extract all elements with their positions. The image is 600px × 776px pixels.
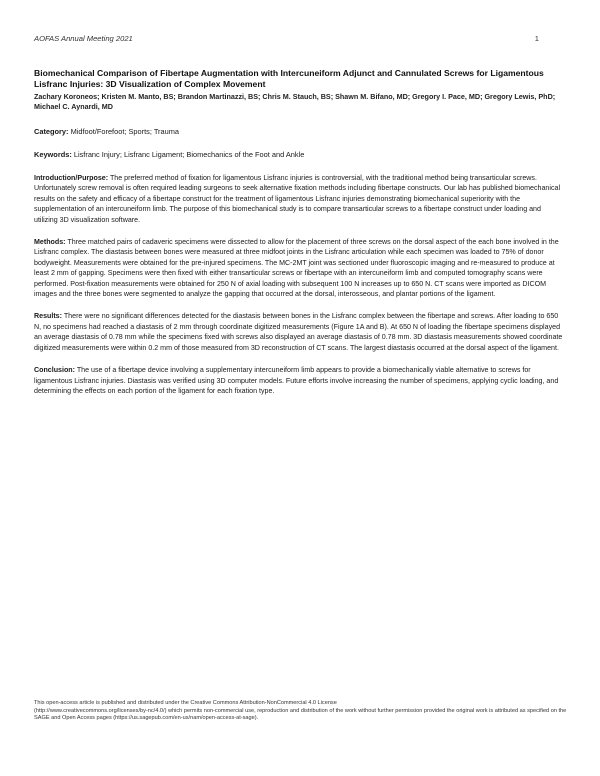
keywords-line: [34, 150, 566, 160]
methods-label: Methods:: [34, 238, 66, 247]
introduction-section: [34, 173, 566, 225]
author-list: Zachary Koroneos; Kristen M. Manto, BS; Brandon Martinazzi, BS; Chris M. Stauch, BS; Shawn M. Bifano, MD; Gregory I. Pace, MD; Gregory Lewis, PhD; Michael C. Aynardi, MD: [34, 91, 556, 111]
license-line-1: This open-access article is published and distributed under the Creative Commons Attribution-NonCommercial 4.0 License: [34, 700, 337, 706]
article-body: [34, 68, 566, 396]
methods-text: Three matched pairs of cadaveric specimens were dissected to allow for the placement of three screws on the dorsal aspect of the each bone involved in the Lisfranc complex. The diastasis between bones were measured at three midfoot joints in the Lisfranc articulation while each specimen was loaded to 75% of donor bodyweight. Measurements were obtained for the pre-injured specimens. The MC-2MT joint was sectioned under fluoroscopic imaging and re-measured to produce at least 2 mm of gapping. Specimens were then fixed with either transarticular screws or fibertape with an intercuneiform limb and computed tomography scans were performed. Post-fixation measurements were obtained for 250 N of axial loading with subsequent 100 N increases up to 650 N. CT scans were imported as DICOM images and the three bones were segmented to analyze the gapping that occurred at the dorsal, interosseous, and plantar portions of the ligament.: [34, 238, 559, 299]
keywords-text: Lisfranc Injury; Lisfranc Ligament; Biomechanics of the Foot and Ankle: [73, 150, 305, 159]
methods-section: [34, 237, 566, 299]
conclusion-text: The use of a fibertape device involving a supplementary intercuneiform limb appears to provide a biomechanically viable alternative to screws for ligamentous Lisfranc injuries. Diastasis was verified using 3D computer models. Future efforts involve increasing the number of specimens, applying cyclic loading, and determining the effects on each portion of the ligament for each fixation type.: [34, 366, 559, 395]
results-section: [34, 311, 566, 353]
introduction-text: The preferred method of fixation for ligamentous Lisfranc injuries is controversial, with the traditional method being transarticular screws. Unfortunately screw removal is often required leading surgeons to seek alternative fixation methods including fibertape constructs. Our lab has published biomechanical results on the safety and efficacy of a fibertape construct for the treatment of ligamentous Lisfranc injuries demonstrating biomechanical superiority with the supplementation of an intercuneiform limb. The purpose of this biomechanical study is to compare transarticular screws to a fibertape construct under loading and utilizing 3D visualization software.: [34, 174, 561, 224]
category-label: Category:: [34, 127, 69, 136]
conclusion-label: Conclusion:: [34, 366, 75, 375]
category-line: [34, 127, 566, 137]
license-line-2: (http://www.creativecommons.org/licenses/by-nc/4.0/) which permits non-commercial use, reproduction and distribution of the work without further permission provided the original work is attributed as specified on the SAGE and Open Access pages (https://us.sagepub.com/en-us/nam/open-access-at-sage).: [34, 707, 567, 722]
category-text: Midfoot/Forefoot; Sports; Trauma: [70, 127, 180, 136]
results-text: There were no significant differences detected for the diastasis between bones in the Lisfranc complex between the fibertape and screws. After loading to 650 N, no specimens had reached a diastasis of 2 mm through coordinate digitized measurements (Figure 1A and B). At 650 N of loading the fibertape specimens displayed an average diastasis of 0.78 mm while the specimens fixed with screws also displayed an average diastasis of 0.78 mm. 3D diastasis measurements showed coordinate digitized measurements were within 0.2 mm of those measured from 3D reconstruction of CT scans. The largest diastasis occurred at the dorsal aspect of the ligament.: [34, 312, 563, 352]
keywords-label: Keywords:: [34, 150, 72, 159]
page-number: 1: [534, 34, 539, 43]
license-footer: [34, 700, 574, 723]
introduction-label: Introduction/Purpose:: [34, 174, 109, 182]
running-head: AOFAS Annual Meeting 2021: [34, 34, 133, 43]
article-title: Biomechanical Comparison of Fibertape Augmentation with Intercuneiform Adjunct and Cannulated Screws for Ligamentous Lisfranc Injuries: 3D Visualization of Complex Movement: [34, 68, 544, 90]
conclusion-section: [34, 365, 566, 396]
results-label: Results:: [34, 312, 62, 321]
